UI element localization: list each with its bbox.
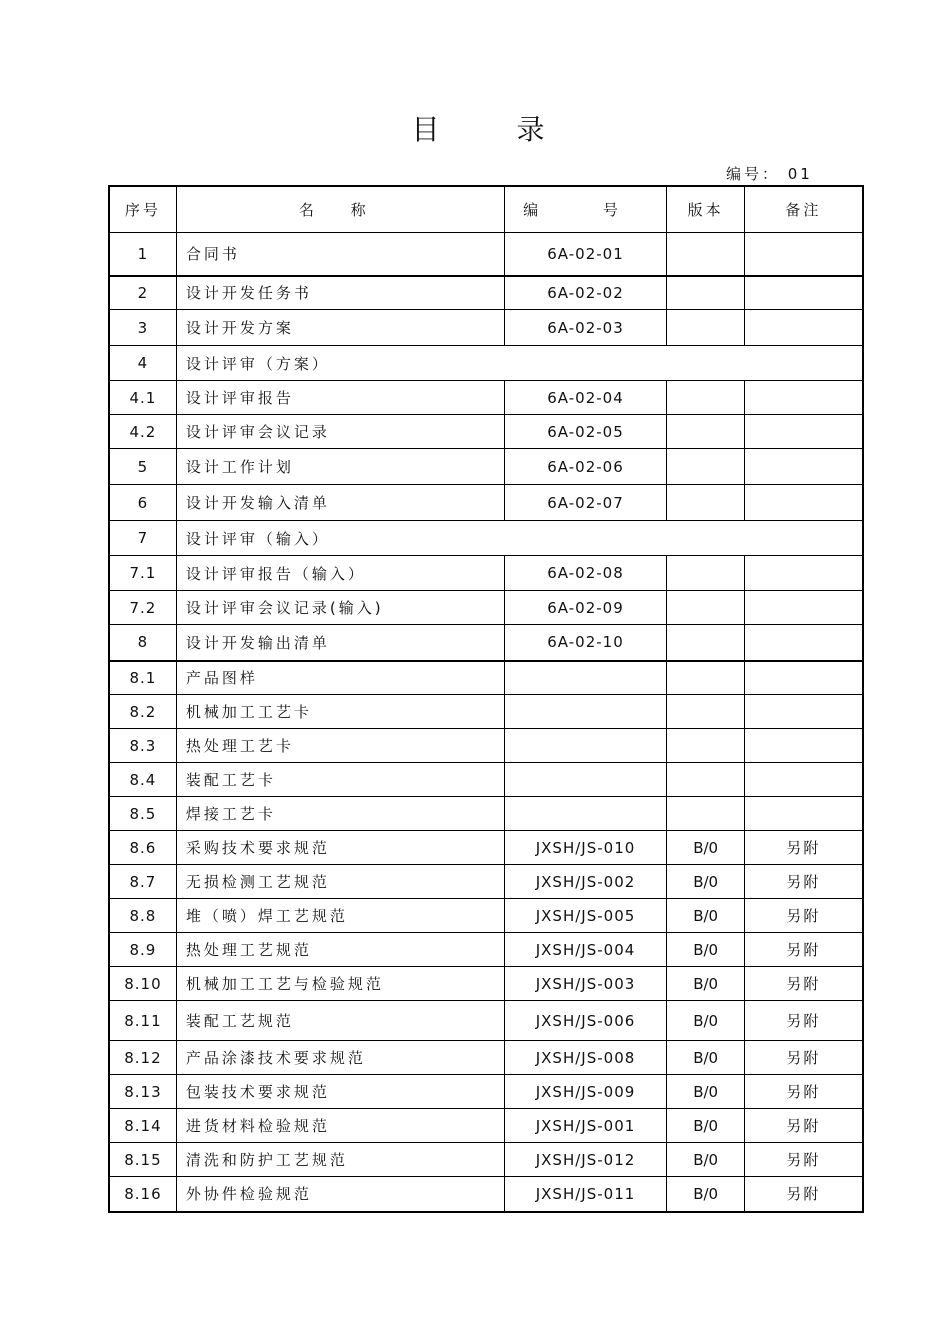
cell-code: JXSH/JS-002: [504, 865, 667, 899]
cell-note: [744, 797, 863, 831]
table-row: [109, 831, 863, 865]
cell-note: [744, 729, 863, 763]
cell-no: 7.2: [109, 591, 176, 625]
cell-version: B/0: [667, 1109, 744, 1143]
cell-code: JXSH/JS-010: [504, 831, 667, 865]
table-body: [109, 233, 863, 1212]
table-row: [109, 521, 863, 556]
cell-code: 6A-02-03: [504, 310, 667, 346]
cell-note: 另附: [744, 1001, 863, 1041]
cell-name: 机械加工工艺卡: [176, 695, 504, 729]
cell-no: 8.10: [109, 967, 176, 1001]
cell-name: 设计评审报告: [176, 381, 504, 415]
header-version: 版本: [667, 186, 744, 233]
cell-version: B/0: [667, 865, 744, 899]
header-no: 序号: [109, 186, 176, 233]
cell-version: B/0: [667, 831, 744, 865]
cell-no: 6: [109, 485, 176, 521]
cell-name: 设计工作计划: [176, 449, 504, 485]
cell-version: B/0: [667, 1143, 744, 1177]
cell-no: 8.7: [109, 865, 176, 899]
cell-version: [667, 276, 744, 310]
page-title: 目 录: [411, 113, 579, 146]
cell-version: [667, 591, 744, 625]
cell-name: 无损检测工艺规范: [176, 865, 504, 899]
cell-code: [504, 661, 667, 695]
table-row: [109, 967, 863, 1001]
table-row: [109, 310, 863, 346]
cell-name: 设计开发输入清单: [176, 485, 504, 521]
cell-version: B/0: [667, 933, 744, 967]
cell-no: 8.11: [109, 1001, 176, 1041]
table-row: [109, 1001, 863, 1041]
cell-code: [504, 729, 667, 763]
table-row: [109, 233, 863, 276]
cell-no: 8.8: [109, 899, 176, 933]
table-row: [109, 591, 863, 625]
cell-code: 6A-02-01: [504, 233, 667, 276]
cell-code: JXSH/JS-004: [504, 933, 667, 967]
cell-no: 1: [109, 233, 176, 276]
cell-code: JXSH/JS-001: [504, 1109, 667, 1143]
table-row: [109, 763, 863, 797]
cell-no: 4.1: [109, 381, 176, 415]
table-row: [109, 729, 863, 763]
cell-name: 设计评审会议记录(输入): [176, 591, 504, 625]
cell-version: [667, 485, 744, 521]
cell-note: [744, 233, 863, 276]
cell-version: [667, 625, 744, 661]
cell-code: JXSH/JS-006: [504, 1001, 667, 1041]
cell-name: 设计评审报告（输入）: [176, 556, 504, 591]
cell-code: JXSH/JS-003: [504, 967, 667, 1001]
table-header-row: [109, 186, 863, 233]
table-row: [109, 1041, 863, 1075]
cell-note: 另附: [744, 1075, 863, 1109]
cell-note: [744, 415, 863, 449]
table-row: [109, 625, 863, 661]
cell-name: 设计评审会议记录: [176, 415, 504, 449]
cell-name: 设计开发输出清单: [176, 625, 504, 661]
cell-code: JXSH/JS-005: [504, 899, 667, 933]
cell-code: 6A-02-02: [504, 276, 667, 310]
table-row: [109, 865, 863, 899]
cell-note: [744, 449, 863, 485]
cell-version: B/0: [667, 1177, 744, 1212]
table-row: [109, 661, 863, 695]
cell-no: 8.4: [109, 763, 176, 797]
cell-name: 机械加工工艺与检验规范: [176, 967, 504, 1001]
cell-no: 8.3: [109, 729, 176, 763]
cell-version: B/0: [667, 1041, 744, 1075]
cell-note: 另附: [744, 1109, 863, 1143]
table-row: [109, 276, 863, 310]
cell-version: [667, 729, 744, 763]
cell-name: 焊接工艺卡: [176, 797, 504, 831]
cell-name: 外协件检验规范: [176, 1177, 504, 1212]
cell-code: JXSH/JS-012: [504, 1143, 667, 1177]
cell-name: 采购技术要求规范: [176, 831, 504, 865]
cell-code: 6A-02-04: [504, 381, 667, 415]
cell-no: 4: [109, 346, 176, 381]
cell-version: [667, 661, 744, 695]
cell-no: 8.12: [109, 1041, 176, 1075]
cell-note: [744, 763, 863, 797]
table-row: [109, 1109, 863, 1143]
cell-no: 8: [109, 625, 176, 661]
cell-name: 合同书: [176, 233, 504, 276]
cell-note: [744, 381, 863, 415]
cell-name: 进货材料检验规范: [176, 1109, 504, 1143]
header-name: 名 称: [176, 186, 504, 233]
cell-name: 产品涂漆技术要求规范: [176, 1041, 504, 1075]
cell-version: B/0: [667, 1001, 744, 1041]
cell-name: 热处理工艺规范: [176, 933, 504, 967]
cell-version: [667, 381, 744, 415]
cell-note: 另附: [744, 1041, 863, 1075]
cell-no: 4.2: [109, 415, 176, 449]
cell-no: 5: [109, 449, 176, 485]
cell-name: 设计评审（方案）: [176, 346, 863, 381]
cell-no: 3: [109, 310, 176, 346]
cell-note: [744, 625, 863, 661]
cell-no: 8.13: [109, 1075, 176, 1109]
cell-note: 另附: [744, 899, 863, 933]
cell-note: 另附: [744, 865, 863, 899]
cell-code: [504, 695, 667, 729]
cell-note: [744, 661, 863, 695]
cell-no: 8.15: [109, 1143, 176, 1177]
cell-no: 8.16: [109, 1177, 176, 1212]
cell-name: 设计开发方案: [176, 310, 504, 346]
table-row: [109, 933, 863, 967]
cell-version: B/0: [667, 967, 744, 1001]
cell-name: 装配工艺规范: [176, 1001, 504, 1041]
cell-code: 6A-02-06: [504, 449, 667, 485]
cell-code: 6A-02-09: [504, 591, 667, 625]
table-row: [109, 1075, 863, 1109]
cell-note: 另附: [744, 933, 863, 967]
table-row: [109, 381, 863, 415]
cell-no: 2: [109, 276, 176, 310]
table-row: [109, 415, 863, 449]
cell-version: B/0: [667, 899, 744, 933]
cell-note: 另附: [744, 967, 863, 1001]
cell-version: [667, 310, 744, 346]
cell-version: [667, 556, 744, 591]
cell-note: [744, 591, 863, 625]
cell-code: 6A-02-10: [504, 625, 667, 661]
table-row: [109, 346, 863, 381]
cell-version: [667, 695, 744, 729]
table-row: [109, 485, 863, 521]
table-row: [109, 1143, 863, 1177]
header-note: 备注: [744, 186, 863, 233]
cell-name: 产品图样: [176, 661, 504, 695]
header-code: 编 号: [504, 186, 667, 233]
cell-no: 7: [109, 521, 176, 556]
cell-code: 6A-02-05: [504, 415, 667, 449]
table-row: [109, 695, 863, 729]
cell-no: 8.5: [109, 797, 176, 831]
cell-no: 7.1: [109, 556, 176, 591]
cell-code: 6A-02-07: [504, 485, 667, 521]
cell-note: [744, 276, 863, 310]
cell-name: 热处理工艺卡: [176, 729, 504, 763]
cell-no: 8.6: [109, 831, 176, 865]
cell-note: 另附: [744, 831, 863, 865]
cell-name: 设计评审（输入）: [176, 521, 863, 556]
table-row: [109, 899, 863, 933]
cell-code: JXSH/JS-008: [504, 1041, 667, 1075]
cell-code: 6A-02-08: [504, 556, 667, 591]
cell-name: 清洗和防护工艺规范: [176, 1143, 504, 1177]
cell-note: [744, 556, 863, 591]
cell-no: 8.1: [109, 661, 176, 695]
cell-note: 另附: [744, 1177, 863, 1212]
cell-note: [744, 485, 863, 521]
cell-note: [744, 695, 863, 729]
cell-code: [504, 797, 667, 831]
table-row: [109, 449, 863, 485]
cell-version: [667, 449, 744, 485]
cell-version: [667, 233, 744, 276]
cell-version: B/0: [667, 1075, 744, 1109]
cell-version: [667, 415, 744, 449]
cell-code: [504, 763, 667, 797]
cell-no: 8.14: [109, 1109, 176, 1143]
cell-note: [744, 310, 863, 346]
cell-code: JXSH/JS-009: [504, 1075, 667, 1109]
cell-code: JXSH/JS-011: [504, 1177, 667, 1212]
cell-name: 堆（喷）焊工艺规范: [176, 899, 504, 933]
cell-name: 装配工艺卡: [176, 763, 504, 797]
cell-no: 8.9: [109, 933, 176, 967]
table-row: [109, 1177, 863, 1212]
cell-name: 包装技术要求规范: [176, 1075, 504, 1109]
table-row: [109, 556, 863, 591]
cell-version: [667, 763, 744, 797]
table-row: [109, 797, 863, 831]
contents-table: [108, 185, 864, 1213]
cell-note: 另附: [744, 1143, 863, 1177]
cell-version: [667, 797, 744, 831]
cell-no: 8.2: [109, 695, 176, 729]
cell-name: 设计开发任务书: [176, 276, 504, 310]
document-number: 编号： 01: [726, 165, 813, 183]
